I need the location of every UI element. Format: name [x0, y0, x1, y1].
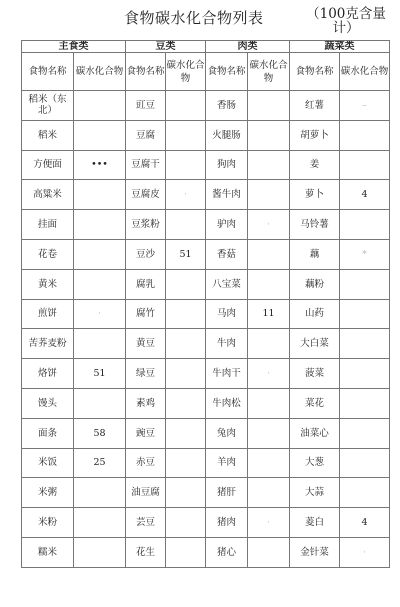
carb-value-staples: ·	[74, 299, 126, 329]
carb-value-vegetables	[340, 269, 390, 299]
food-name-vegetables: 胡萝卜	[290, 120, 340, 150]
carb-value-staples	[74, 478, 126, 508]
carb-value-meat: 11	[248, 299, 290, 329]
food-name-meat: 马肉	[206, 299, 248, 329]
food-name-staples: 烙饼	[22, 359, 74, 389]
food-name-beans: 赤豆	[126, 448, 166, 478]
table-row	[22, 359, 390, 389]
food-name-vegetables: 马铃薯	[290, 210, 340, 240]
carb-value-meat	[248, 150, 290, 180]
food-name-vegetables: 大葱	[290, 448, 340, 478]
food-name-vegetables: 菱白	[290, 508, 340, 538]
carb-value-meat	[248, 120, 290, 150]
food-name-staples: 方便面	[22, 150, 74, 180]
carb-value-meat	[248, 388, 290, 418]
carb-value-staples	[74, 388, 126, 418]
carb-value-staples	[74, 329, 126, 359]
carb-value-beans: ·	[166, 180, 206, 210]
food-name-beans: 豆腐	[126, 120, 166, 150]
food-name-staples: 稻米（东北）	[22, 91, 74, 121]
carb-value-vegetables: 4	[340, 508, 390, 538]
food-name-beans: 油豆腐	[126, 478, 166, 508]
table-row	[22, 329, 390, 359]
food-name-beans: 豆浆粉	[126, 210, 166, 240]
group-header-beans: 豆类	[126, 41, 206, 53]
carb-value-staples	[74, 180, 126, 210]
food-name-beans: 腐乳	[126, 269, 166, 299]
food-name-vegetables: 菠菜	[290, 359, 340, 389]
table-row	[22, 120, 390, 150]
col-header-carb: 碳水化合物	[340, 53, 390, 91]
food-name-staples: 稻米	[22, 120, 74, 150]
food-name-vegetables: 大白菜	[290, 329, 340, 359]
carb-value-beans	[166, 388, 206, 418]
carb-value-beans	[166, 508, 206, 538]
food-name-vegetables: 姜	[290, 150, 340, 180]
unit-note: （100克含量计）	[306, 6, 386, 36]
food-name-beans: 豆腐皮	[126, 180, 166, 210]
food-name-vegetables: 金针菜	[290, 537, 340, 567]
food-name-beans: 腐竹	[126, 299, 166, 329]
food-name-meat: 香菇	[206, 239, 248, 269]
food-carb-table	[21, 40, 390, 568]
food-name-meat: 火腿肠	[206, 120, 248, 150]
table-row	[22, 150, 390, 180]
food-name-meat: 香肠	[206, 91, 248, 121]
carb-value-vegetables: ·	[340, 537, 390, 567]
carb-value-beans	[166, 448, 206, 478]
carb-value-vegetables: –	[340, 91, 390, 121]
table-row	[22, 91, 390, 121]
carb-value-beans	[166, 91, 206, 121]
carb-value-meat	[248, 448, 290, 478]
table-row	[22, 448, 390, 478]
carb-value-vegetables	[340, 388, 390, 418]
table-row	[22, 537, 390, 567]
carb-value-beans	[166, 359, 206, 389]
food-name-vegetables: 藕	[290, 239, 340, 269]
table-row	[22, 418, 390, 448]
food-name-meat: 猪肉	[206, 508, 248, 538]
carb-value-vegetables	[340, 329, 390, 359]
food-name-staples: 黄米	[22, 269, 74, 299]
food-name-vegetables: 山药	[290, 299, 340, 329]
carb-value-beans: 51	[166, 239, 206, 269]
carb-value-beans	[166, 537, 206, 567]
food-name-vegetables: 藕粉	[290, 269, 340, 299]
col-header-name: 食物名称	[290, 53, 340, 91]
col-header-name: 食物名称	[22, 53, 74, 91]
food-name-meat: 牛肉	[206, 329, 248, 359]
food-name-staples: 糯米	[22, 537, 74, 567]
food-name-beans: 黄豆	[126, 329, 166, 359]
table-row	[22, 299, 390, 329]
carb-value-meat	[248, 239, 290, 269]
carb-value-meat	[248, 537, 290, 567]
food-name-vegetables: 大蒜	[290, 478, 340, 508]
carb-value-meat: ·	[248, 359, 290, 389]
food-name-staples: 煎饼	[22, 299, 74, 329]
food-name-meat: 牛肉干	[206, 359, 248, 389]
carb-value-beans	[166, 299, 206, 329]
carb-value-meat	[248, 478, 290, 508]
carb-value-beans	[166, 478, 206, 508]
food-name-meat: 狗肉	[206, 150, 248, 180]
carb-value-vegetables	[340, 478, 390, 508]
food-name-vegetables: 菜花	[290, 388, 340, 418]
carb-value-beans	[166, 329, 206, 359]
page-title: 食物碳水化合物列表	[124, 9, 264, 27]
carb-value-staples: 51	[74, 359, 126, 389]
food-name-beans: 绿豆	[126, 359, 166, 389]
food-name-staples: 馒头	[22, 388, 74, 418]
carb-value-meat	[248, 418, 290, 448]
food-name-beans: 豆腐干	[126, 150, 166, 180]
food-name-beans: 豌豆	[126, 418, 166, 448]
carb-value-beans	[166, 418, 206, 448]
col-header-carb: 碳水化合物	[166, 53, 206, 91]
carb-value-staples	[74, 508, 126, 538]
carb-value-beans	[166, 210, 206, 240]
carb-value-staples	[74, 120, 126, 150]
table-row	[22, 478, 390, 508]
carb-value-meat	[248, 329, 290, 359]
food-name-meat: 猪肝	[206, 478, 248, 508]
carb-value-vegetables	[340, 299, 390, 329]
group-header-vegetables: 蔬菜类	[290, 41, 390, 53]
food-name-meat: 牛肉松	[206, 388, 248, 418]
table-row	[22, 269, 390, 299]
carb-value-vegetables	[340, 150, 390, 180]
food-name-beans: 素鸡	[126, 388, 166, 418]
food-name-meat: 羊肉	[206, 448, 248, 478]
food-name-meat: 兔肉	[206, 418, 248, 448]
carb-value-staples	[74, 269, 126, 299]
table-row	[22, 180, 390, 210]
carb-value-staples	[74, 91, 126, 121]
carb-value-beans	[166, 150, 206, 180]
carb-value-vegetables	[340, 210, 390, 240]
food-name-beans: 芸豆	[126, 508, 166, 538]
table-row	[22, 508, 390, 538]
carb-value-meat	[248, 269, 290, 299]
carb-value-vegetables	[340, 448, 390, 478]
carb-value-vegetables	[340, 359, 390, 389]
col-header-carb: 碳水化合物	[248, 53, 290, 91]
carb-value-beans	[166, 120, 206, 150]
food-name-staples: 挂面	[22, 210, 74, 240]
food-name-beans: 花生	[126, 537, 166, 567]
food-name-vegetables: 红薯	[290, 91, 340, 121]
food-name-staples: 米粥	[22, 478, 74, 508]
group-header-meat: 肉类	[206, 41, 290, 53]
col-header-carb: 碳水化合物	[74, 53, 126, 91]
col-header-name: 食物名称	[206, 53, 248, 91]
col-header-name: 食物名称	[126, 53, 166, 91]
food-name-staples: 高粱米	[22, 180, 74, 210]
table-row	[22, 388, 390, 418]
carb-value-staples	[74, 210, 126, 240]
food-name-beans: 豇豆	[126, 91, 166, 121]
food-name-staples: 面条	[22, 418, 74, 448]
carb-value-vegetables	[340, 418, 390, 448]
carb-value-vegetables	[340, 120, 390, 150]
table-row	[22, 239, 390, 269]
carb-value-staples: •••	[74, 150, 126, 180]
carb-value-staples: 58	[74, 418, 126, 448]
carb-value-staples	[74, 537, 126, 567]
carb-value-vegetables: 4	[340, 180, 390, 210]
food-name-vegetables: 油菜心	[290, 418, 340, 448]
food-name-staples: 花卷	[22, 239, 74, 269]
food-name-meat: 驴肉	[206, 210, 248, 240]
carb-value-meat	[248, 180, 290, 210]
carb-value-meat: ·	[248, 508, 290, 538]
table-row	[22, 210, 390, 240]
food-name-vegetables: 萝卜	[290, 180, 340, 210]
food-name-meat: 猪心	[206, 537, 248, 567]
carb-value-staples	[74, 239, 126, 269]
carb-value-meat: ·	[248, 210, 290, 240]
food-name-staples: 苦荞麦粉	[22, 329, 74, 359]
group-header-staples: 主食类	[22, 41, 126, 53]
food-name-meat: 八宝菜	[206, 269, 248, 299]
carb-value-beans	[166, 269, 206, 299]
food-name-staples: 米饭	[22, 448, 74, 478]
food-name-staples: 米粉	[22, 508, 74, 538]
carb-value-meat	[248, 91, 290, 121]
food-name-beans: 豆沙	[126, 239, 166, 269]
carb-value-vegetables: *	[340, 239, 390, 269]
food-name-meat: 酱牛肉	[206, 180, 248, 210]
carb-value-staples: 25	[74, 448, 126, 478]
